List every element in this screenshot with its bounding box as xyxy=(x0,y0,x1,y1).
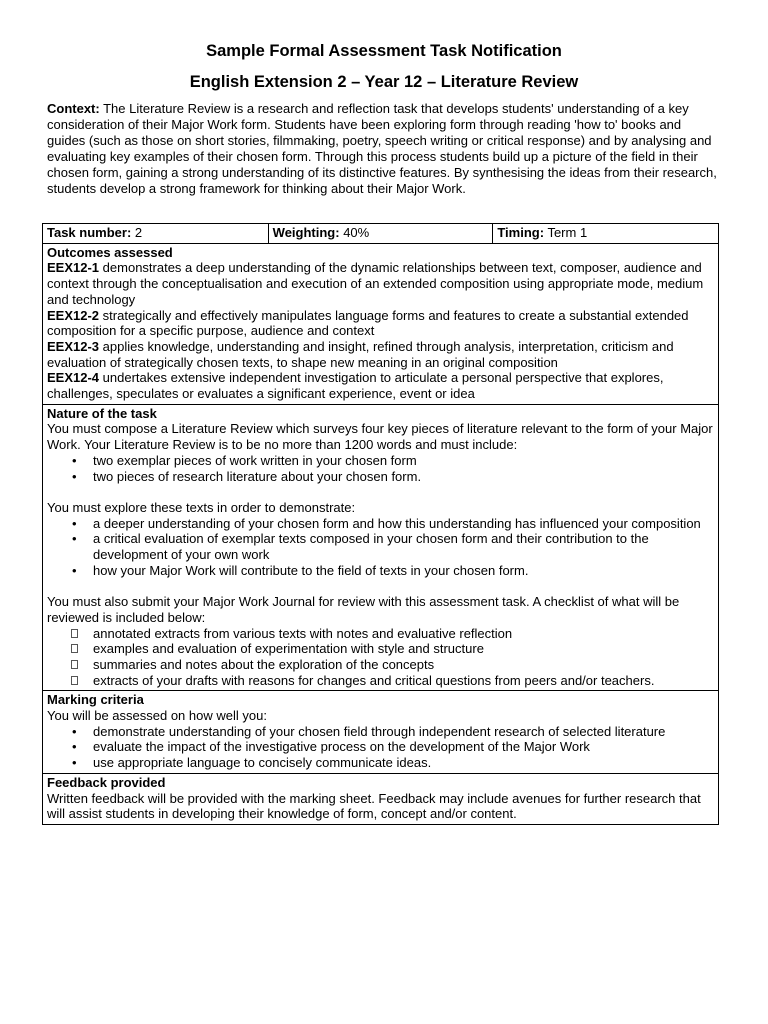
marking-row xyxy=(43,691,719,774)
list-item: • demonstrate understanding of your chosen field through independent research of selected literature xyxy=(93,724,714,740)
task-number-cell xyxy=(43,224,269,244)
task-info-row xyxy=(43,224,719,244)
context-paragraph xyxy=(47,101,723,196)
document-title: Sample Formal Assessment Task Notification xyxy=(206,42,562,60)
timing-label: Timing: xyxy=(497,225,545,240)
checkbox-icon xyxy=(71,629,78,638)
outcome-text: strategically and effectively manipulates language forms and features to create a substantial extended composition for a specific purpose, audience and context xyxy=(47,307,689,339)
nature-row xyxy=(43,404,719,691)
outcome-text: undertakes extensive independent investigation to articulate a personal perspective that explores, challenges, speculates or evaluates a significant experience, event or idea xyxy=(47,370,664,402)
weighting-label: Weighting: xyxy=(272,225,340,240)
task-table xyxy=(42,223,719,825)
checklist-text: annotated extracts from various texts with notes and evaluative reflection xyxy=(93,625,513,641)
list-item: • two exemplar pieces of work written in your chosen form xyxy=(93,453,714,469)
checklist-text: extracts of your drafts with reasons for changes and critical questions from peers and/or teachers. xyxy=(93,672,655,688)
list-item: • evaluate the impact of the investigative process on the development of the Major Work xyxy=(93,739,714,755)
context-label: Context: xyxy=(47,101,100,116)
marking-cell xyxy=(43,691,719,774)
outcome-text: applies knowledge, understanding and insight, refined through analysis, interpretation, criticism and evaluation of strategically chosen texts, to shape new meaning in an original composition xyxy=(47,338,674,370)
include-list xyxy=(47,453,714,484)
marking-list xyxy=(47,724,714,771)
outcome-item xyxy=(47,308,714,339)
outcome-code: EEX12-3 xyxy=(47,338,100,354)
journal-intro: You must also submit your Major Work Journal for review with this assessment task. A checklist of what will be reviewed is included below: xyxy=(47,594,680,625)
outcomes-cell xyxy=(43,243,719,404)
timing-value: Term 1 xyxy=(547,225,588,240)
feedback-row xyxy=(43,773,719,824)
checklist-text: examples and evaluation of experimentation with style and structure xyxy=(93,641,484,657)
feedback-text: Written feedback will be provided with the marking sheet. Feedback may include avenues for further research that will assist students in developing their knowledge of form, concept and/or content. xyxy=(47,790,701,822)
outcomes-title: Outcomes assessed xyxy=(47,244,173,260)
weighting-value: 40% xyxy=(343,225,370,240)
checkbox-icon xyxy=(71,676,78,685)
checklist-item xyxy=(93,626,714,642)
marking-title: Marking criteria xyxy=(47,692,144,708)
checklist-item xyxy=(93,673,714,689)
outcomes-row xyxy=(43,243,719,404)
explore-intro: You must explore these texts in order to demonstrate: xyxy=(47,499,356,515)
nature-title: Nature of the task xyxy=(47,405,157,421)
context-text: The Literature Review is a research and reflection task that develops students' understanding of a key consideration of their Major Work form. Students have been exploring form through reading 'how to' books and guides (such as those on short stories, filmmaking, poetry, speech writing or critical response) and by analysing and evaluating key examples of their chosen form. Through this process students build up a picture of the field in their chosen form, gaining a strong understanding of its distinctive features. By synthesising the ideas from their research, students develop a strong framework for thinking about their Major Work. xyxy=(47,101,717,196)
outcome-item xyxy=(47,339,714,370)
outcome-code: EEX12-2 xyxy=(47,307,100,323)
outcome-item xyxy=(47,370,714,401)
checklist-item xyxy=(93,641,714,657)
outcome-item xyxy=(47,260,714,307)
nature-intro: You must compose a Literature Review which surveys four key pieces of literature relevant to the form of your Major Work. Your Literature Review is to be no more than 1200 words and must include: xyxy=(47,421,713,453)
feedback-cell xyxy=(43,773,719,824)
list-item: • a deeper understanding of your chosen form and how this understanding has influenced your composition xyxy=(93,516,714,532)
document-subtitle: English Extension 2 – Year 12 – Literature Review xyxy=(189,73,579,91)
task-number-label: Task number: xyxy=(47,225,132,240)
task-number-value: 2 xyxy=(134,225,143,240)
checklist-item xyxy=(93,657,714,673)
weighting-cell xyxy=(268,224,493,244)
checklist-text: summaries and notes about the exploration of the concepts xyxy=(93,656,435,672)
nature-cell xyxy=(43,404,719,691)
list-item: • how your Major Work will contribute to the field of texts in your chosen form. xyxy=(93,563,714,579)
marking-intro: You will be assessed on how well you: xyxy=(47,708,267,724)
list-item: • use appropriate language to concisely communicate ideas. xyxy=(93,755,714,771)
checkbox-icon xyxy=(71,660,78,669)
checkbox-icon xyxy=(71,644,78,653)
outcome-text: demonstrates a deep understanding of the dynamic relationships between text, composer, audience and context through the conceptualisation and execution of an extended composition using appropriate mode, medium and technology xyxy=(47,260,704,307)
timing-cell xyxy=(493,224,719,244)
list-item: • a critical evaluation of exemplar texts composed in your chosen form and their contribution to the development of your own work xyxy=(93,531,714,562)
demonstrate-list xyxy=(47,516,714,579)
feedback-title: Feedback provided xyxy=(47,774,166,790)
outcome-code: EEX12-4 xyxy=(47,370,100,386)
outcome-code: EEX12-1 xyxy=(47,260,100,276)
journal-checklist xyxy=(47,626,714,689)
list-item: • two pieces of research literature about your chosen form. xyxy=(93,469,714,485)
